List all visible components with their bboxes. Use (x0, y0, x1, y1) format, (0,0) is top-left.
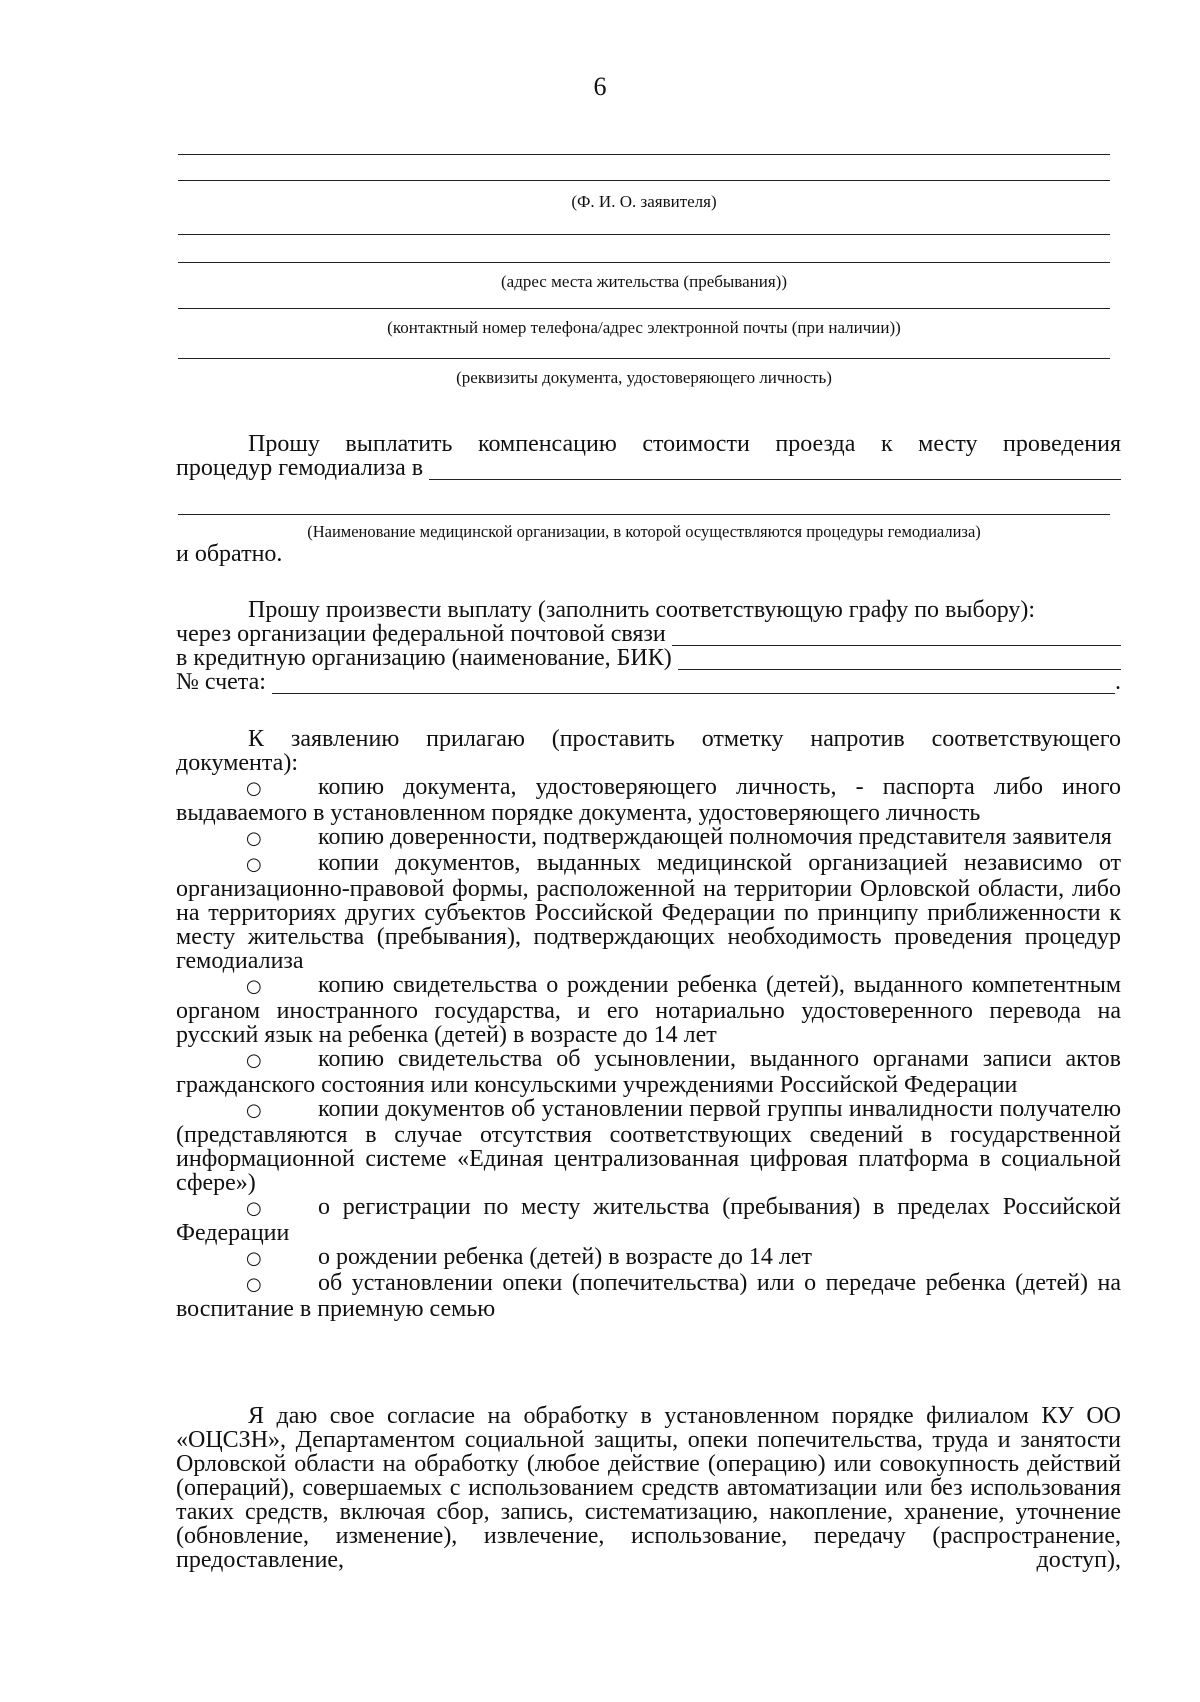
account-row (176, 670, 1121, 694)
request-line-1: Прошу выплатить компенсацию стоимости проезда к месту проведения (248, 431, 1121, 457)
fio-caption: (Ф. И. О. заявителя) (571, 192, 717, 211)
checkbox-circle-icon[interactable]: ○ (246, 1050, 262, 1071)
attachment-item-text: копию доверенности, подтверждающей полномочия представителя заявителя (318, 824, 1112, 850)
account-field[interactable] (272, 673, 1115, 694)
request-line-3: и обратно. (176, 541, 283, 567)
attachments-block (176, 727, 1121, 1321)
attachment-item (176, 825, 1121, 851)
checkbox-circle-icon[interactable]: ○ (246, 854, 262, 875)
checkbox-circle-icon[interactable]: ○ (246, 1100, 262, 1121)
account-end: . (1115, 669, 1121, 695)
checkbox-circle-icon[interactable]: ○ (246, 778, 262, 799)
medical-org-caption: (Наименование медицинской организации, в которой осуществляются процедуры гемодиализа) (307, 522, 981, 541)
id-doc-caption: (реквизиты документа, удостоверяющего личность) (456, 368, 832, 387)
checkbox-circle-icon[interactable]: ○ (246, 828, 262, 849)
attachment-item-text: о регистрации по месту жительства (пребывания) в пределах Российской Федерации (176, 1194, 1121, 1246)
consent-text: Я даю свое согласие на обработку в установленном порядке филиалом КУ ОО «ОЦСЗН», Департаментом социальной защиты, опеки попечительства, труда и занятости Орловской области на обработку (любое действие (операцию) или совокупность действий (операций), совершаемых с использованием средств автоматизации или без использования таких средств, включая сбор, запись, систематизацию, накопление, хранение, уточнение (обновление, изменение), извлечение, использование, передачу (распространение, предоставление, доступ), (176, 1403, 1121, 1573)
attachment-item (176, 1195, 1121, 1245)
request-org-row (176, 456, 1121, 480)
request-line-2-label: процедур гемодиализа в (176, 455, 424, 481)
consent-block (176, 1404, 1121, 1572)
attachments-list (176, 775, 1121, 1321)
bank-label: в кредитную организацию (наименование, БИК) (176, 645, 672, 671)
address-line-1[interactable] (178, 234, 1110, 235)
bank-field[interactable] (678, 649, 1121, 670)
attachment-item (176, 973, 1121, 1047)
post-field[interactable] (672, 625, 1121, 646)
attachment-item (176, 851, 1121, 973)
id-doc-line[interactable] (178, 358, 1110, 359)
attachment-item (176, 1047, 1121, 1097)
attachment-item-text: о рождении ребенка (детей) в возрасте до 14 лет (318, 1244, 812, 1270)
payment-block (176, 598, 1121, 694)
account-label: № счета: (176, 669, 266, 695)
fio-line-1[interactable] (178, 154, 1110, 155)
request-block (176, 432, 1121, 480)
attachments-intro: К заявлению прилагаю (проставить отметку напротив соответствующего документа): (176, 726, 1121, 776)
bank-row (176, 646, 1121, 670)
attachment-item-text: копии документов об установлении первой группы инвалидности получателю (представляются в случае отсутствия соответствующих сведений в государственной информационной системе «Единая централизованная цифровая платформа в социальной сфере») (176, 1096, 1121, 1196)
checkbox-circle-icon[interactable]: ○ (246, 1248, 262, 1269)
medical-org-line-2[interactable] (178, 514, 1110, 515)
fio-line-2[interactable] (178, 180, 1110, 181)
attachment-item (176, 1097, 1121, 1195)
attachment-item-text: об установлении опеки (попечительства) или о передаче ребенка (детей) на воспитание в приемную семью (176, 1270, 1121, 1322)
post-row (176, 622, 1121, 646)
medical-org-field[interactable] (429, 459, 1121, 480)
contact-caption: (контактный номер телефона/адрес электронной почты (при наличии)) (387, 318, 901, 337)
attachment-item (176, 775, 1121, 825)
post-label: через организации федеральной почтовой связи (176, 621, 666, 647)
page-number: 6 (593, 72, 607, 101)
checkbox-circle-icon[interactable]: ○ (246, 976, 262, 997)
checkbox-circle-icon[interactable]: ○ (246, 1198, 262, 1219)
payment-line-1: Прошу произвести выплату (заполнить соответствующую графу по выбору): (248, 597, 1036, 623)
attachment-item-text: копии документов, выданных медицинской организацией независимо от организационно-правовой формы, расположенной на территории Орловской области, либо на территориях других субъектов Российской Федерации по принципу приближенности к месту жительства (пребывания), подтверждающих необходимость проведения процедур гемодиализа (176, 850, 1121, 974)
attachment-item-text: копию свидетельства об усыновлении, выданного органами записи актов гражданского состояния или консульскими учреждениями Российской Федерации (176, 1046, 1121, 1098)
contact-line[interactable] (178, 308, 1110, 309)
address-line-2[interactable] (178, 262, 1110, 263)
attachment-item-text: копию документа, удостоверяющего личность, - паспорта либо иного выдаваемого в установленном порядке документа, удостоверяющего личность (176, 774, 1121, 826)
checkbox-circle-icon[interactable]: ○ (246, 1274, 262, 1295)
attachment-item (176, 1271, 1121, 1321)
request-end (176, 542, 1121, 566)
attachment-item-text: копию свидетельства о рождении ребенка (детей), выданного компетентным органом иностранного государства, и его нотариально удостоверенного перевода на русский язык на ребенка (детей) в возрасте до 14 лет (176, 972, 1121, 1048)
address-caption: (адрес места жительства (пребывания)) (500, 272, 787, 291)
attachment-item (176, 1245, 1121, 1271)
